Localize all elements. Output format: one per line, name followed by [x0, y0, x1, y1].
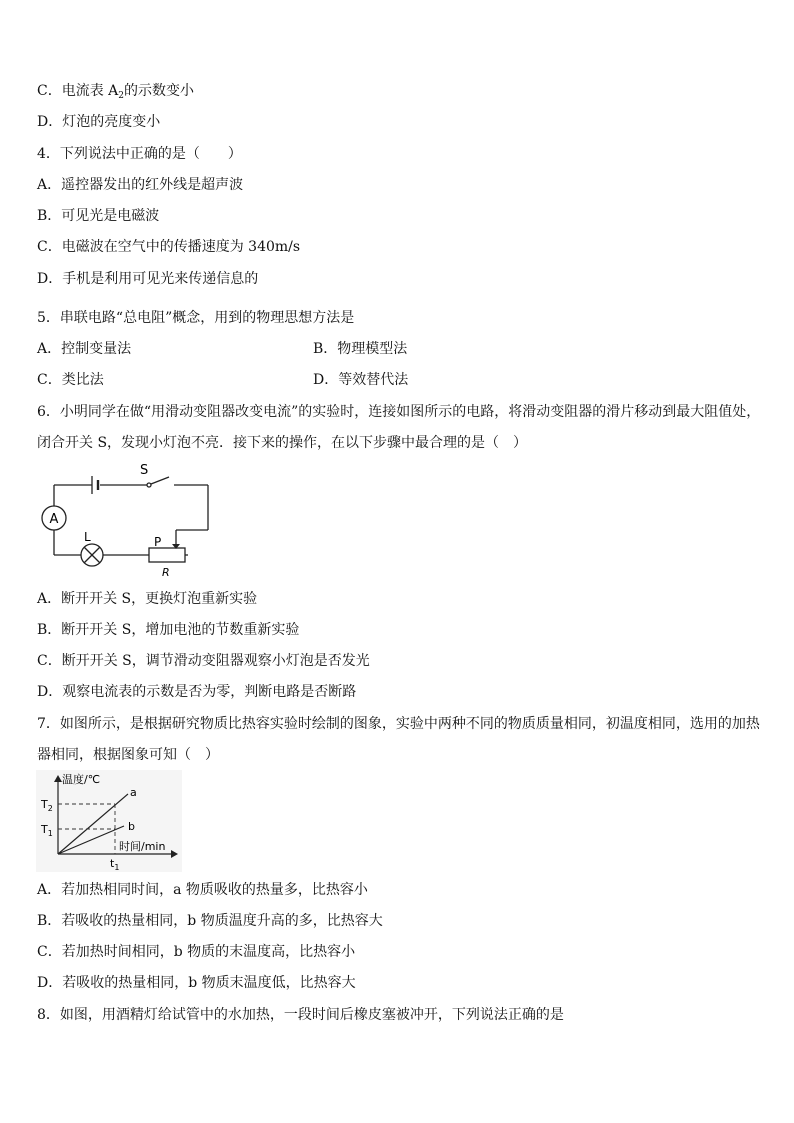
q7-stem-line2: 器相同，根据图象可知（ ） [37, 747, 219, 763]
switch-label: S [140, 463, 149, 478]
q8-stem: 8．如图，用酒精灯给试管中的水加热，一段时间后橡皮塞被冲开，下列说法正确的是 [37, 1007, 564, 1023]
q4-option-c: C．电磁波在空气中的传播速度为 340m/s [37, 239, 301, 255]
rheostat-label: R [162, 566, 170, 579]
q6-option-b: B．断开开关 S，增加电池的节数重新实验 [37, 622, 300, 638]
q4-option-d: D．手机是利用可见光来传递信息的 [37, 271, 259, 287]
q6-option-d: D．观察电流表的示数是否为零，判断电路是否断路 [37, 684, 357, 700]
q7-option-b: B．若吸收的热量相同，b 物质温度升高的多，比热容大 [37, 913, 383, 929]
ammeter-label: A [49, 512, 59, 527]
q7-stem-line1: 7．如图所示，是根据研究物质比热容实验时绘制的图象，实验中两种不同的物质质量相同，初温度相同，选用的加热 [37, 716, 760, 732]
prev-option-c: C．电流表 $A_2$的示数变小 [37, 83, 195, 101]
series-b-label: b [128, 820, 135, 833]
q6-circuit-diagram [36, 460, 216, 582]
q7-option-a: A．若加热相同时间，a 物质吸收的热量多，比热容小 [37, 882, 368, 898]
q5-option-a: A．控制变量法 [37, 341, 132, 357]
q6-option-c: C．断开开关 S，调节滑动变阻器观察小灯泡是否发光 [37, 653, 370, 669]
series-a-label: a [130, 786, 137, 799]
y-axis-label: 温度/℃ [62, 773, 101, 786]
q5-stem: 5．串联电路“总电阻”概念，用到的物理思想方法是 [37, 310, 355, 326]
q6-stem-line2: 闭合开关 S，发现小灯泡不亮．接下来的操作，在以下步骤中最合理的是（ ） [37, 435, 528, 451]
x-tick-label: $t_1$ [110, 857, 120, 872]
slider-label: P [154, 535, 162, 549]
lamp-label: L [84, 530, 91, 544]
q6-stem-line1: 6．小明同学在做“用滑动变阻器改变电流”的实验时，连接如图所示的电路，将滑动变阻器的滑片移动到最大阻值处， [37, 404, 761, 420]
q7-option-c: C．若加热时间相同，b 物质的末温度高，比热容小 [37, 944, 356, 960]
q4-stem: 4．下列说法中正确的是（ ） [37, 146, 242, 162]
t2-label: $T_2$ [41, 798, 53, 813]
q5-option-c: C．类比法 [37, 372, 104, 388]
q7-option-d: D．若吸收的热量相同，b 物质末温度低，比热容大 [37, 975, 356, 991]
t1-label: $T_1$ [41, 823, 53, 838]
q5-option-d: D．等效替代法 [313, 372, 409, 388]
x-axis-label: 时间/min [119, 840, 166, 853]
prev-option-d: D．灯泡的亮度变小 [37, 114, 161, 130]
q5-option-b: B．物理模型法 [313, 341, 408, 357]
q6-option-a: A．断开开关 S，更换灯泡重新实验 [37, 591, 258, 607]
q4-option-b: B．可见光是电磁波 [37, 208, 160, 224]
q7-temperature-graph [36, 770, 182, 872]
q4-option-a: A．遥控器发出的红外线是超声波 [37, 177, 244, 193]
